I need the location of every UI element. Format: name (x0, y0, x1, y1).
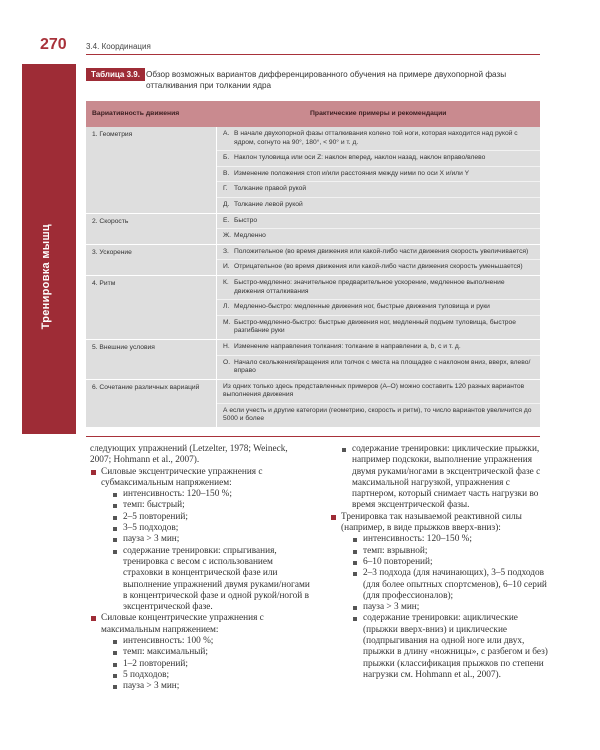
table-header-cell: Практические примеры и рекомендации (217, 101, 541, 127)
variation-table (86, 101, 540, 428)
example-text: В начале двухопорной фазы отталкивания колено той ноги, которая находится над рукой с ядром, согнуто на 90°, 180°, < 90° и т. д. (234, 130, 518, 146)
sub-bullet-item: 6–10 повторений; (341, 557, 550, 568)
example-item (217, 300, 540, 316)
sub-bullet-item: темп: взрывной; (341, 546, 550, 557)
bullet-item (330, 512, 550, 681)
table-row (86, 213, 540, 244)
example-item (217, 245, 540, 261)
body-column-right (330, 444, 550, 681)
example-letter: Н. (223, 342, 230, 350)
example-letter: А. (223, 130, 230, 137)
bullet-item (90, 613, 310, 692)
example-text: Из одних только здесь представленных примеров (А–О) можно составить 120 разных вариантов выполнения движения (223, 382, 525, 399)
table-row (86, 275, 540, 339)
table-row (86, 244, 540, 275)
bullet-item (90, 467, 310, 614)
example-letter: М. (223, 318, 231, 326)
example-letter: Б. (223, 154, 230, 162)
sub-bullet-item: 3–5 подходов; (101, 523, 310, 534)
example-item (217, 404, 540, 427)
example-text: Медленно (234, 232, 266, 240)
sub-bullet-item: 5 подходов; (101, 670, 310, 681)
sub-bullet-item: интенсивность: 100 %; (101, 636, 310, 647)
category-cell: 2. Скорость (86, 213, 217, 244)
example-item (217, 340, 540, 356)
example-item (217, 151, 540, 167)
table-caption-text: Обзор возможных вариантов дифференцированного обучения на примере двухопорной фазы отталкивания при толкании ядра (146, 70, 507, 90)
example-text: Отрицательное (во время движения или какой-либо части движения скорость уменьшается) (234, 263, 523, 271)
table-row (86, 127, 540, 213)
example-item (217, 167, 540, 183)
example-letter: Ж. (223, 232, 232, 240)
sub-bullet-item: содержание тренировки: циклические прыжки, например подскоки, выполнение упражнения двумя руками/ногами в эксцентрической фазе с максимальной нагрузкой, упражнения с партнером, который снимает часть нагрузки во время эксцентрической фазы. (330, 444, 550, 512)
example-item (217, 356, 540, 379)
example-text: Быстро-медленно-быстро: быстрые движения ног, медленный подъем туловища, быстрое разгибание руки (234, 318, 516, 335)
table-bottom-rule (86, 436, 540, 437)
examples-cell (217, 127, 541, 213)
example-item (217, 127, 540, 151)
sub-bullet-item: содержание тренировки: спрыгивания, тренировка с весом с использованием страховки в концентрической фазе или выполнение упражнений двумя руками/ногами в концентрической фазе и одной рукой/ногой в эксцентрической фазе. (101, 546, 310, 614)
sub-bullet-item: пауза > 3 мин; (101, 681, 310, 692)
example-item (217, 316, 540, 339)
example-text: Толкание правой рукой (234, 185, 307, 193)
example-item (217, 229, 540, 244)
example-letter: К. (223, 278, 229, 286)
sub-bullet-item: 1–2 повторений; (101, 659, 310, 670)
table-number-badge: Таблица 3.9. (86, 68, 145, 81)
bullet-title: Тренировка так называемой реактивной силы (например, в виде прыжков вверх-вниз): (341, 511, 522, 534)
example-text: Толкание левой рукой (234, 200, 303, 208)
table-header-row (86, 101, 540, 127)
example-text: Изменение положения стоп и/или расстояния между ними по оси X и/или Y (234, 169, 470, 177)
example-letter: З. (223, 247, 229, 255)
table-row (86, 379, 540, 427)
examples-cell (217, 244, 541, 275)
category-cell: 4. Ритм (86, 275, 217, 339)
example-letter: Д. (223, 200, 230, 208)
example-item (217, 214, 540, 230)
bullet-list (330, 512, 550, 681)
example-text: Наклон туловища или оси Z: наклон вперед, наклон назад, наклон вправо/влево (234, 154, 486, 162)
running-head: 3.4. Координация (86, 42, 151, 51)
bullet-title: Силовые эксцентрические упражнения с субмаксимальным напряжением: (101, 466, 263, 488)
sub-bullet-item: содержание тренировки: ациклические (прыжки вверх-вниз) и циклические (подпрыгивания на одной ноге или двух, прыжки в длину «ножницы», с разбегом и без) прыжки (классификация прыжков по степени нагрузки см. Hohmann et al., 2007). (341, 613, 550, 681)
sub-bullet-item: интенсивность: 120–150 %; (341, 534, 550, 545)
example-text: Медленно-быстро: медленные движения ног, быстрые движения туловища и руки (234, 303, 490, 311)
chapter-side-tab-label: Тренировка мышц (40, 224, 52, 330)
bullet-list (90, 467, 310, 693)
category-cell: 6. Сочетание различных вариаций (86, 379, 217, 427)
category-cell: 1. Геометрия (86, 127, 217, 213)
examples-cell (217, 379, 541, 427)
example-letter: В. (223, 169, 230, 177)
example-text: А если учесть и другие категории (геометрию, скорость и ритм), то число вариантов увеличится до 5000 и более (223, 406, 532, 423)
sub-bullet-list (341, 534, 550, 681)
sub-bullet-item: пауза > 3 мин; (101, 534, 310, 545)
example-item (217, 380, 540, 404)
table-header-cell: Вариативность движения (86, 101, 217, 127)
examples-cell (217, 213, 541, 244)
example-letter: Е. (223, 216, 230, 224)
sub-bullet-item: пауза > 3 мин; (341, 602, 550, 613)
example-item (217, 260, 540, 275)
sub-bullet-item: интенсивность: 120–150 %; (101, 489, 310, 500)
category-cell: 5. Внешние условия (86, 339, 217, 379)
examples-cell (217, 339, 541, 379)
header-rule (86, 54, 540, 55)
sub-bullet-list (101, 489, 310, 613)
example-letter: Г. (223, 185, 228, 193)
example-letter: Л. (223, 303, 230, 311)
sub-bullet-item: 2–5 повторений; (101, 512, 310, 523)
example-text: Начало скольжения/вращения или толчок с места на площадке с наклоном вниз, вверх, влево/вправо (234, 358, 531, 375)
category-cell: 3. Ускорение (86, 244, 217, 275)
example-letter: И. (223, 263, 230, 271)
example-text: Быстро (234, 216, 258, 224)
sub-bullet-item: темп: максимальный; (101, 647, 310, 658)
example-item (217, 182, 540, 198)
bullet-title: Силовые концентрические упражнения с максимальным напряжением: (101, 613, 264, 635)
page-number: 270 (40, 36, 67, 53)
examples-cell (217, 275, 541, 339)
example-text: Быстро-медленно: значительное предварительное ускорение, медленное выполнение движения отталкивания (234, 278, 505, 295)
sub-bullet-item: 2–3 подхода (для начинающих), 3–5 подходов (для более опытных спортсменов), 6–10 серий (для профессионалов); (341, 568, 550, 602)
body-paragraph: следующих упражнений (Letzelter, 1978; Weineck, 2007; Hohmann et al., 2007). (90, 444, 288, 466)
table-row (86, 339, 540, 379)
sub-bullet-list (330, 444, 550, 512)
example-item (217, 276, 540, 300)
body-column-left (90, 444, 310, 693)
example-letter: О. (223, 358, 231, 366)
sub-bullet-list (101, 636, 310, 692)
example-item (217, 198, 540, 213)
example-text: Изменение направления толкания: толкание в направлении а, b, c и т. д. (234, 342, 461, 350)
example-text: Положительное (во время движения или какой-либо части движения скорость увеличивается) (234, 247, 529, 255)
sub-bullet-item: темп: быстрый; (101, 500, 310, 511)
